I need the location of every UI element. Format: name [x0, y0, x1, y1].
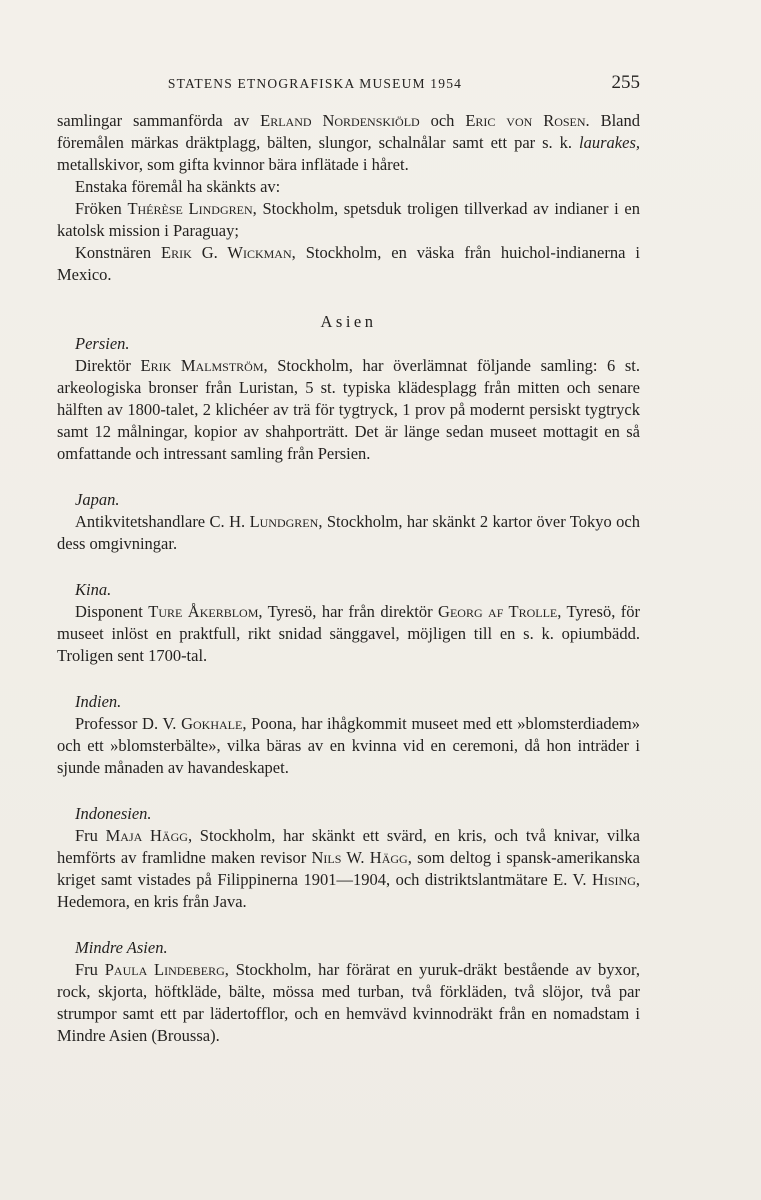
text-run: Disponent	[75, 602, 149, 621]
header-title: STATENS ETNOGRAFISKA MUSEUM 1954	[167, 76, 463, 91]
paragraph-kina	[57, 601, 640, 667]
text-run: , Poona, har ihågkommit museet med ett »blomsterdiadem» och ett »blomsterbälte», vilka bäras av en kvinna vid en ceremoni, då hon inträder i sjunde månaden av havandeskapet.	[57, 714, 641, 777]
text-run: , Hedemora, en kris från Java.	[57, 870, 640, 911]
text-run: Antikvitetshandlare C. H.	[75, 512, 250, 531]
paragraph-intro-4	[57, 242, 640, 286]
text-run: samlingar sammanförda av	[57, 111, 261, 130]
subheading-mindre-asien: Mindre Asien.	[75, 938, 168, 957]
text-run: Direktör	[75, 356, 141, 375]
paragraph-intro-3	[57, 198, 640, 242]
page-number: 255	[611, 72, 640, 93]
person-name: Eric von Rosen	[465, 111, 586, 130]
person-name: Erik Malmström	[140, 356, 264, 375]
text-run: och	[419, 111, 466, 130]
paragraph-intro-2: Enstaka föremål ha skänkts av:	[75, 177, 281, 196]
person-name: Lundgren	[249, 512, 319, 531]
paragraph-japan	[57, 511, 640, 555]
text-run: , Stockholm, har skänkt ett svärd, en kris, och två knivar, vilka hemförts av framlidne maken revisor	[57, 826, 641, 867]
running-header	[80, 72, 640, 96]
paragraph-mindre-asien	[57, 959, 640, 1047]
person-name: Ture Åkerblom	[148, 602, 259, 621]
subheading-indonesien: Indonesien.	[75, 804, 152, 823]
person-name: Georg af Trolle	[438, 602, 558, 621]
person-name: Thérèse Lindgren	[127, 199, 253, 218]
text-run: , Tyresö, har från direktör	[258, 602, 439, 621]
person-name: Erik G. Wickman	[161, 243, 292, 262]
paragraph-indien	[57, 713, 640, 779]
text-run: , Stockholm, har skänkt 2 kartor över Tokyo och dess omgivningar.	[57, 512, 640, 553]
text-run: , Stockholm, har överlämnat följande samling: 6 st. arkeologiska bronser från Luristan, 5 st. typiska klädesplagg från mitten och senare hälften av 1800-talet, 2 klichéer av trä för tygtryck, 1 prov på modernt persiskt tygtryck samt 12 målningar, kopior av shahporträtt. Det är länge sedan museet mottagit en så omfattande och intressant samling från Persien.	[57, 356, 640, 463]
text-run: metallskivor, som gifta kvinnor bära inflätade i håret.	[57, 155, 409, 174]
text-run: , Stockholm, har förärat en yuruk-dräkt bestående av byxor, rock, skjorta, höftkläde, bälte, mössa med turban, två förkläden, två slöjor, två par strumpor samt ett par lädertofflor, och en hemvävd kvinnodräkt från en nomadstam i Mindre Asien (Broussa).	[57, 960, 641, 1045]
text-run: , som deltog i spansk-amerikanska kriget samt vistades på Filippinerna 1901—1904, och distriktslantmätare E. V.	[57, 848, 641, 889]
text-run: Professor D. V.	[75, 714, 182, 733]
body-text	[57, 110, 640, 1047]
text-run: . Bland föremålen märkas dräktplagg, bälten, slungor, schalnålar samt ett par s. k.	[57, 111, 640, 152]
subheading-japan: Japan.	[75, 490, 120, 509]
person-name: Nils W. Hägg	[311, 848, 408, 867]
subheading-indien: Indien.	[75, 692, 122, 711]
paragraph-intro-1	[57, 110, 640, 176]
text-run: , Tyresö, för museet inlöst en praktfull, rikt snidad sänggavel, möjligen till en s. k. opiumbädd. Troligen sent 1700-tal.	[57, 602, 640, 665]
subheading-kina: Kina.	[75, 580, 112, 599]
paragraph-persien	[57, 355, 640, 465]
person-name: Gokhale	[181, 714, 243, 733]
section-title: Asien	[320, 312, 377, 331]
person-name: Maja Hägg	[105, 826, 188, 845]
text-run: Konstnären	[75, 243, 162, 262]
person-name: Erland Nordenskiöld	[260, 111, 420, 130]
text-run: , Stockholm, spetsduk troligen tillverkad av indianer i en katolsk mission i Paraguay;	[57, 199, 640, 240]
subheading-persien: Persien.	[75, 334, 130, 353]
paragraph-indonesien	[57, 825, 640, 913]
term: laurakes,	[579, 133, 640, 152]
person-name: Hising	[591, 870, 636, 889]
person-name: Paula Lindeberg	[104, 960, 225, 979]
text-run: Fru	[75, 826, 106, 845]
text-run: Fröken	[75, 199, 128, 218]
text-run: , Stockholm, en väska från huichol-indianerna i Mexico.	[57, 243, 640, 284]
text-run: Fru	[75, 960, 105, 979]
